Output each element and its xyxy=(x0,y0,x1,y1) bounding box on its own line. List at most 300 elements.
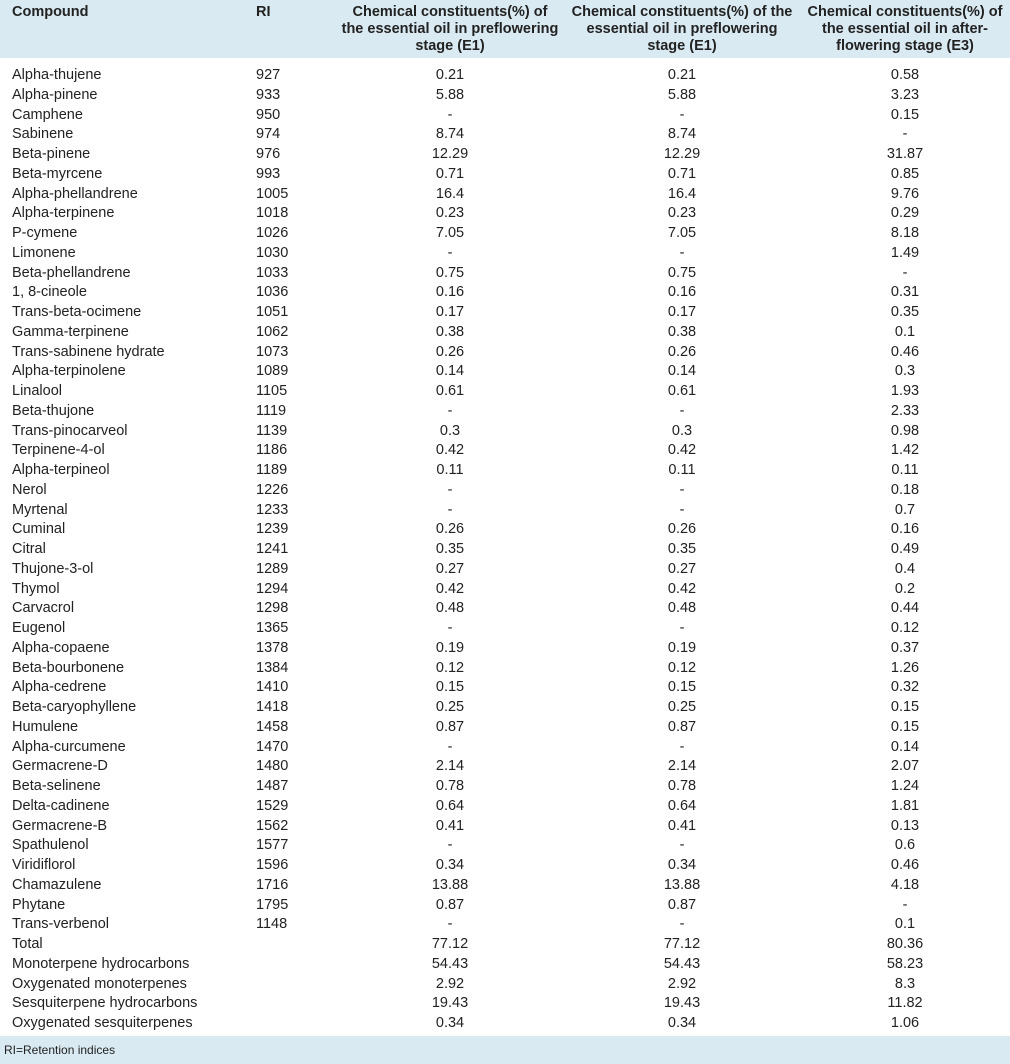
cell-compound: Phytane xyxy=(12,896,66,913)
table-row xyxy=(0,876,1010,896)
cell-e1-b: 77.12 xyxy=(663,936,701,952)
cell-e1-b: 7.05 xyxy=(667,225,697,241)
cell-ri: 1005 xyxy=(256,185,289,202)
cell-compound: Alpha-terpinolene xyxy=(12,363,126,380)
cell-e1-b: 0.75 xyxy=(667,264,697,281)
table-row xyxy=(0,915,1010,935)
table-row xyxy=(0,343,1010,363)
cell-e1-a: - xyxy=(447,106,453,123)
cell-ri: 1378 xyxy=(256,639,289,656)
cell-e1-a: 0.34 xyxy=(435,1015,465,1031)
cell-compound: Gamma-terpinene xyxy=(12,323,129,340)
table-row xyxy=(0,817,1010,837)
cell-e1-b: - xyxy=(679,501,685,518)
cell-ri: 1026 xyxy=(256,225,289,241)
table-row xyxy=(0,738,1010,758)
table-row xyxy=(0,797,1010,817)
cell-e1-a: 0.48 xyxy=(435,600,465,617)
cell-e1-b: 16.4 xyxy=(667,185,697,202)
cell-ri: 993 xyxy=(256,165,281,182)
cell-ri: 1139 xyxy=(256,422,288,439)
cell-compound: Trans-beta-ocimene xyxy=(12,304,142,320)
cell-e1-a: 0.26 xyxy=(435,521,465,538)
cell-e1-a: 0.17 xyxy=(435,304,465,320)
table-row xyxy=(0,402,1010,422)
cell-e1-b: 0.3 xyxy=(671,422,693,439)
table-row xyxy=(0,619,1010,639)
cell-compound: Beta-myrcene xyxy=(12,165,103,182)
cell-e1-a: 0.75 xyxy=(435,264,465,281)
cell-e1-b: 0.48 xyxy=(667,600,697,617)
cell-compound: Cuminal xyxy=(12,521,66,538)
cell-ri xyxy=(240,935,336,955)
cell-e1-a: 0.21 xyxy=(435,67,465,83)
cell-e1-b: 0.38 xyxy=(667,323,697,340)
cell-e3: - xyxy=(902,126,908,143)
table-row xyxy=(0,145,1010,165)
cell-e1-a: 0.38 xyxy=(435,323,465,340)
table-row xyxy=(0,461,1010,481)
cell-e3: 1.49 xyxy=(890,244,920,261)
cell-compound: Nerol xyxy=(12,481,47,498)
table-row xyxy=(0,481,1010,501)
table-row xyxy=(0,283,1010,303)
cell-e1-a: - xyxy=(447,244,453,261)
cell-e1-b: 0.35 xyxy=(667,541,697,557)
table-row xyxy=(0,757,1010,777)
cell-e3: 0.2 xyxy=(894,580,916,597)
table-row xyxy=(0,975,1010,995)
cell-ri: 1119 xyxy=(256,402,287,419)
table-row xyxy=(0,994,1010,1014)
cell-e1-a: - xyxy=(447,738,453,755)
cell-e1-b: 0.25 xyxy=(667,699,697,715)
cell-compound: Germacrene-B xyxy=(12,817,108,834)
cell-e3: 2.33 xyxy=(890,402,920,419)
table-row xyxy=(0,264,1010,284)
cell-e3: 0.98 xyxy=(890,422,920,439)
cell-compound: Camphene xyxy=(12,106,83,123)
cell-compound: 1, 8-cineole xyxy=(12,284,87,301)
cell-e1-b: 13.88 xyxy=(663,876,701,893)
table-row xyxy=(0,303,1010,323)
cell-compound: Limonene xyxy=(12,244,76,261)
cell-ri: 1384 xyxy=(256,659,289,676)
cell-compound: Alpha-cedrene xyxy=(12,679,107,696)
header-compound: Compound xyxy=(12,4,89,20)
table-row xyxy=(0,856,1010,876)
cell-e3: 0.37 xyxy=(890,639,920,656)
cell-e1-b: 54.43 xyxy=(663,955,701,972)
cell-e1-a: 0.87 xyxy=(435,718,465,735)
cell-e3: 0.29 xyxy=(890,205,920,222)
cell-compound: Alpha-terpineol xyxy=(12,462,110,478)
table-row xyxy=(0,382,1010,402)
cell-e3: 8.18 xyxy=(890,225,920,241)
cell-compound: Beta-bourbonene xyxy=(12,659,125,676)
cell-compound: Trans-verbenol xyxy=(12,916,109,933)
cell-compound: Alpha-terpinene xyxy=(12,205,115,222)
cell-e1-a: - xyxy=(447,402,453,419)
cell-e1-b: 0.19 xyxy=(667,639,697,656)
table-row xyxy=(0,224,1010,244)
cell-ri xyxy=(240,1014,336,1034)
cell-e1-b: 0.26 xyxy=(667,521,697,538)
table-row xyxy=(0,639,1010,659)
cell-e3: 0.16 xyxy=(890,521,920,538)
cell-ri: 1418 xyxy=(256,699,289,715)
cell-compound: Eugenol xyxy=(12,620,66,636)
cell-e1-b: 0.42 xyxy=(667,442,697,459)
cell-e1-b: 19.43 xyxy=(663,995,701,1012)
cell-compound: Sesquiterpene hydrocarbons xyxy=(12,995,198,1012)
cell-e3: 0.1 xyxy=(894,323,916,340)
cell-ri: 1033 xyxy=(256,264,289,281)
cell-e3: 1.24 xyxy=(890,778,920,794)
cell-e1-b: - xyxy=(679,244,685,261)
cell-e1-a: 19.43 xyxy=(431,995,469,1012)
cell-compound: Myrtenal xyxy=(12,501,68,518)
cell-ri: 1241 xyxy=(256,541,289,557)
cell-e1-a: 0.42 xyxy=(435,580,465,597)
cell-e3: 0.15 xyxy=(890,718,920,735)
cell-e3: 0.4 xyxy=(894,560,916,577)
cell-ri: 1529 xyxy=(256,797,289,814)
cell-e3: 4.18 xyxy=(890,876,920,893)
cell-e1-a: 0.3 xyxy=(439,422,461,439)
cell-e1-b: 0.41 xyxy=(667,817,697,834)
cell-e1-a: 2.92 xyxy=(435,975,465,992)
cell-ri: 1716 xyxy=(256,876,289,893)
table-row xyxy=(0,422,1010,442)
table-row xyxy=(0,165,1010,185)
cell-e1-b: - xyxy=(679,106,685,123)
cell-compound: Beta-phellandrene xyxy=(12,264,131,281)
cell-compound: P-cymene xyxy=(12,225,78,241)
cell-e1-a: 0.78 xyxy=(435,778,465,794)
cell-e1-a: 0.61 xyxy=(435,383,465,399)
cell-e3: 0.15 xyxy=(890,699,920,715)
cell-ri: 1577 xyxy=(256,837,289,854)
cell-e3: 0.12 xyxy=(890,620,920,636)
cell-e1-b: 0.42 xyxy=(667,580,697,597)
cell-ri: 1089 xyxy=(256,363,289,380)
cell-e1-b: 0.12 xyxy=(667,659,697,676)
cell-e3: 0.18 xyxy=(890,481,920,498)
cell-compound: Thymol xyxy=(12,580,60,597)
cell-e1-a: 7.05 xyxy=(435,225,465,241)
table-row xyxy=(0,659,1010,679)
cell-e1-b: 0.26 xyxy=(667,343,697,360)
cell-e3: 1.81 xyxy=(890,797,920,814)
cell-e3: 3.23 xyxy=(890,86,920,103)
cell-e3: 0.85 xyxy=(890,165,920,182)
cell-e1-a: 5.88 xyxy=(435,86,465,103)
table-row xyxy=(0,1014,1010,1034)
cell-ri: 1596 xyxy=(256,857,289,873)
cell-compound: Germacrene-D xyxy=(12,758,108,775)
cell-e3: 0.32 xyxy=(890,679,920,696)
cell-compound: Trans-sabinene hydrate xyxy=(12,343,165,360)
cell-compound: Thujone-3-ol xyxy=(12,560,94,577)
cell-ri: 976 xyxy=(256,146,281,162)
cell-e1-b: 0.87 xyxy=(667,718,697,735)
cell-ri: 1365 xyxy=(256,620,289,636)
cell-compound: Oxygenated monoterpenes xyxy=(12,975,187,992)
cell-e3: 0.14 xyxy=(890,738,920,755)
cell-e3: 0.35 xyxy=(890,304,920,320)
cell-e3: 0.1 xyxy=(894,916,916,933)
cell-ri: 1298 xyxy=(256,600,289,617)
cell-ri: 1289 xyxy=(256,560,289,577)
table-row xyxy=(0,58,1010,86)
cell-ri: 1458 xyxy=(256,718,289,735)
cell-e1-a: 13.88 xyxy=(431,876,469,893)
table-row xyxy=(0,718,1010,738)
cell-e1-a: 0.11 xyxy=(436,462,464,478)
cell-ri: 1030 xyxy=(256,244,289,261)
header-e1-b: Chemical constituents(%) of the essential oil in preflowering stage (E1) xyxy=(571,4,793,54)
table-row xyxy=(0,678,1010,698)
table-row xyxy=(0,540,1010,560)
table-footnote: RI=Retention indices xyxy=(0,1036,1010,1064)
cell-e1-b: 5.88 xyxy=(667,86,697,103)
cell-e1-a: 0.41 xyxy=(435,817,465,834)
cell-e1-b: 12.29 xyxy=(663,146,701,162)
cell-ri: 1148 xyxy=(256,916,288,933)
cell-e1-a: - xyxy=(447,916,453,933)
cell-e1-b: 0.64 xyxy=(667,797,697,814)
table-row xyxy=(0,441,1010,461)
cell-e3: 0.7 xyxy=(894,501,916,518)
cell-e3: 0.49 xyxy=(890,541,920,557)
cell-e3: 80.36 xyxy=(886,936,924,952)
cell-e3: - xyxy=(902,896,908,913)
cell-compound: Sabinene xyxy=(12,126,74,143)
cell-e1-a: 0.71 xyxy=(435,165,465,182)
cell-compound: Linalool xyxy=(12,383,62,399)
cell-e3: 0.44 xyxy=(890,600,920,617)
table-row xyxy=(0,935,1010,955)
cell-e3: - xyxy=(902,264,908,281)
table-row xyxy=(0,244,1010,264)
cell-e1-a: 54.43 xyxy=(431,955,469,972)
cell-compound: Delta-cadinene xyxy=(12,797,110,814)
cell-compound: Spathulenol xyxy=(12,837,89,854)
cell-e3: 0.6 xyxy=(894,837,916,854)
cell-ri: 1189 xyxy=(256,462,288,478)
table-row xyxy=(0,896,1010,916)
cell-ri: 1233 xyxy=(256,501,289,518)
cell-e3: 1.06 xyxy=(890,1015,920,1031)
cell-e1-b: 2.92 xyxy=(667,975,697,992)
table-row xyxy=(0,777,1010,797)
cell-compound: Monoterpene hydrocarbons xyxy=(12,955,190,972)
cell-compound: Alpha-copaene xyxy=(12,639,110,656)
cell-e1-a: 0.35 xyxy=(435,541,465,557)
cell-e1-b: 0.61 xyxy=(667,383,697,399)
table-row xyxy=(0,204,1010,224)
cell-compound: Alpha-pinene xyxy=(12,86,98,103)
cell-ri: 1410 xyxy=(256,679,289,696)
cell-e1-a: - xyxy=(447,620,453,636)
cell-ri: 1487 xyxy=(256,778,289,794)
cell-ri xyxy=(240,955,336,975)
cell-e3: 31.87 xyxy=(886,146,924,162)
cell-e1-a: 0.87 xyxy=(435,896,465,913)
cell-e1-b: 0.34 xyxy=(667,857,697,873)
cell-compound: Beta-thujone xyxy=(12,402,95,419)
cell-ri: 1480 xyxy=(256,758,289,775)
cell-e3: 1.42 xyxy=(890,442,920,459)
cell-compound: Oxygenated sesquiterpenes xyxy=(12,1015,193,1031)
cell-compound: Total xyxy=(12,936,43,952)
cell-compound: Citral xyxy=(12,541,46,557)
cell-e1-b: 0.17 xyxy=(667,304,697,320)
cell-e1-b: 0.78 xyxy=(667,778,697,794)
cell-ri: 1018 xyxy=(256,205,289,222)
table-row xyxy=(0,362,1010,382)
cell-e3: 1.93 xyxy=(890,383,920,399)
cell-ri: 950 xyxy=(256,106,281,123)
cell-compound: Alpha-phellandrene xyxy=(12,185,138,202)
table-body xyxy=(0,58,1010,1034)
cell-ri: 1470 xyxy=(256,738,289,755)
cell-ri: 933 xyxy=(256,86,281,103)
cell-e3: 0.46 xyxy=(890,343,920,360)
table-row xyxy=(0,836,1010,856)
header-ri: RI xyxy=(256,4,271,20)
cell-e3: 8.3 xyxy=(894,975,916,992)
table-row xyxy=(0,106,1010,126)
table-row xyxy=(0,698,1010,718)
cell-e1-b: 0.71 xyxy=(667,165,697,182)
cell-e1-a: 0.23 xyxy=(435,205,465,222)
cell-ri: 1294 xyxy=(256,580,289,597)
cell-e3: 0.15 xyxy=(890,106,920,123)
cell-ri: 974 xyxy=(256,126,281,143)
cell-e3: 0.46 xyxy=(890,857,920,873)
cell-e1-a: - xyxy=(447,837,453,854)
cell-ri: 1036 xyxy=(256,284,289,301)
cell-e1-b: 2.14 xyxy=(667,758,697,775)
cell-e3: 9.76 xyxy=(890,185,920,202)
cell-compound: Carvacrol xyxy=(12,600,75,617)
cell-e1-b: 0.21 xyxy=(667,67,697,83)
cell-e1-a: 0.27 xyxy=(435,560,465,577)
cell-e3: 0.31 xyxy=(890,284,920,301)
table-row xyxy=(0,501,1010,521)
cell-e1-b: 0.15 xyxy=(667,679,697,696)
cell-ri: 1051 xyxy=(256,304,289,320)
cell-ri xyxy=(240,994,336,1014)
cell-compound: Viridiflorol xyxy=(12,857,76,873)
cell-e1-a: 0.42 xyxy=(435,442,465,459)
cell-e1-a: 0.19 xyxy=(435,639,465,656)
cell-e1-a: 0.25 xyxy=(435,699,465,715)
cell-compound: Alpha-thujene xyxy=(12,67,102,83)
header-e1-a: Chemical constituents(%) of the essential oil in preflowering stage (E1) xyxy=(341,4,559,54)
cell-e1-b: 8.74 xyxy=(667,126,697,143)
cell-ri: 927 xyxy=(256,67,281,83)
table-row xyxy=(0,955,1010,975)
cell-e3: 0.13 xyxy=(890,817,920,834)
cell-e3: 11.82 xyxy=(887,995,923,1012)
table-row xyxy=(0,86,1010,106)
cell-e1-a: 0.16 xyxy=(435,284,465,301)
cell-ri: 1562 xyxy=(256,817,289,834)
table-row xyxy=(0,125,1010,145)
cell-e3: 0.11 xyxy=(891,462,919,478)
cell-ri: 1239 xyxy=(256,521,289,538)
cell-e1-b: 0.34 xyxy=(667,1015,697,1031)
cell-e1-a: 0.26 xyxy=(435,343,465,360)
cell-e3: 0.58 xyxy=(890,67,920,83)
cell-e1-a: - xyxy=(447,481,453,498)
table-row xyxy=(0,560,1010,580)
header-row xyxy=(0,0,1010,58)
cell-e1-a: 16.4 xyxy=(435,185,465,202)
cell-e1-b: - xyxy=(679,738,685,755)
cell-e3: 58.23 xyxy=(886,955,924,972)
table-row xyxy=(0,580,1010,600)
cell-e1-a: 12.29 xyxy=(431,146,469,162)
cell-e1-b: - xyxy=(679,402,685,419)
cell-e1-b: 0.23 xyxy=(667,205,697,222)
cell-compound: Beta-caryophyllene xyxy=(12,699,137,715)
table-header xyxy=(0,0,1010,58)
cell-e1-a: 8.74 xyxy=(435,126,465,143)
table-row xyxy=(0,185,1010,205)
cell-compound: Humulene xyxy=(12,718,79,735)
cell-e3: 0.3 xyxy=(894,363,916,380)
cell-ri: 1226 xyxy=(256,481,289,498)
cell-e1-b: - xyxy=(679,916,685,933)
cell-compound: Trans-pinocarveol xyxy=(12,422,128,439)
table-row xyxy=(0,599,1010,619)
cell-e3: 2.07 xyxy=(890,758,920,775)
table-row xyxy=(0,323,1010,343)
cell-ri xyxy=(240,975,336,995)
cell-e1-a: 0.14 xyxy=(435,363,465,380)
cell-ri: 1062 xyxy=(256,323,289,340)
cell-e1-b: - xyxy=(679,620,685,636)
cell-compound: Chamazulene xyxy=(12,876,102,893)
cell-e1-a: 0.15 xyxy=(435,679,465,696)
cell-ri: 1795 xyxy=(256,896,289,913)
cell-compound: Terpinene-4-ol xyxy=(12,442,105,459)
cell-e1-a: 2.14 xyxy=(435,758,465,775)
cell-compound: Beta-selinene xyxy=(12,778,101,794)
cell-e1-b: 0.14 xyxy=(667,363,697,380)
cell-ri: 1105 xyxy=(256,383,288,399)
cell-e1-b: - xyxy=(679,481,685,498)
cell-e1-a: - xyxy=(447,501,453,518)
cell-e1-a: 77.12 xyxy=(431,936,469,952)
cell-compound: Alpha-curcumene xyxy=(12,738,126,755)
cell-e1-b: 0.16 xyxy=(667,284,697,301)
cell-ri: 1186 xyxy=(256,442,288,459)
table-row xyxy=(0,520,1010,540)
header-e3: Chemical constituents(%) of the essential oil in after-flowering stage (E3) xyxy=(807,4,1003,54)
cell-e1-a: 0.34 xyxy=(435,857,465,873)
cell-e1-a: 0.12 xyxy=(435,659,465,676)
cell-compound: Beta-pinene xyxy=(12,146,91,162)
cell-ri: 1073 xyxy=(256,343,289,360)
cell-e1-b: 0.11 xyxy=(668,462,696,478)
cell-e1-a: 0.64 xyxy=(435,797,465,814)
cell-e3: 1.26 xyxy=(890,659,920,676)
